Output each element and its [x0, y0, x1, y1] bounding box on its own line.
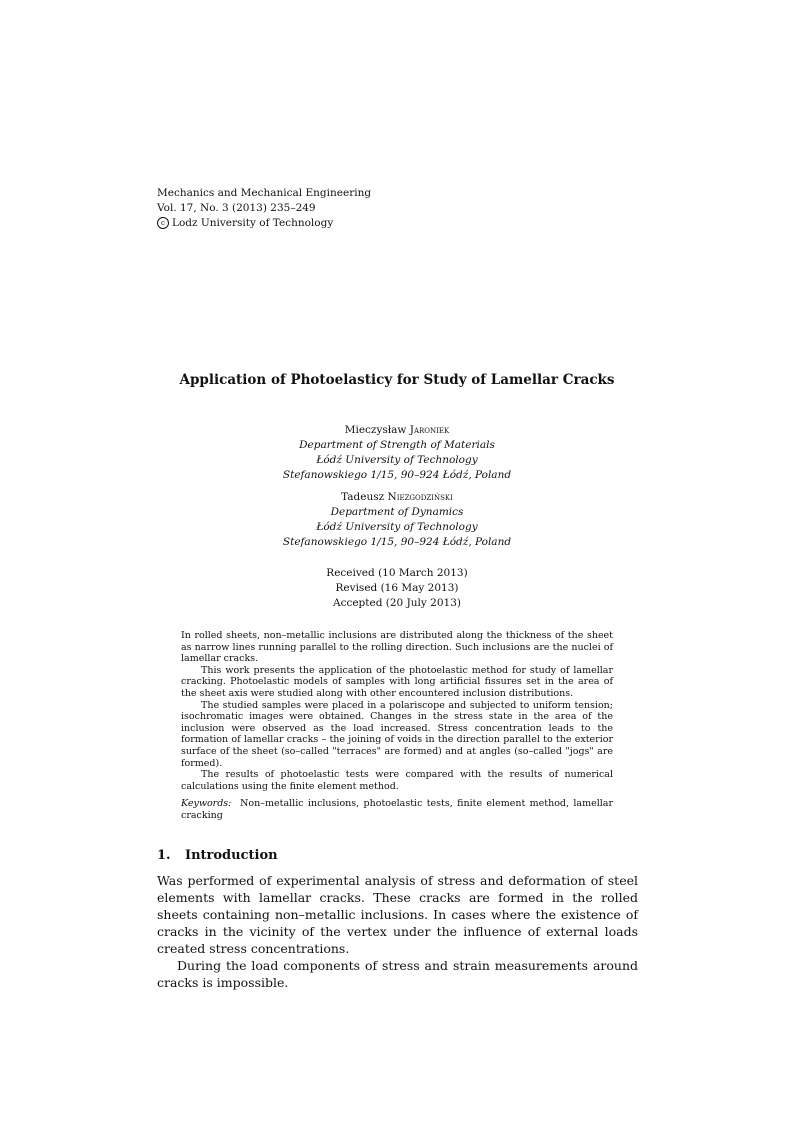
copyright-icon: c: [157, 217, 169, 229]
abstract: [181, 630, 613, 822]
paper-title: Application of Photoelasticy for Study of Lamellar Cracks: [179, 372, 615, 388]
author-university: Łódź University of Technology: [316, 521, 478, 533]
author-address: Stefanowskiego 1/15, 90–924 Łódź, Poland: [282, 469, 512, 481]
date-received: Received (10 March 2013): [326, 567, 468, 579]
abstract-paragraph: The results of photoelastic tests were compared with the results of numerical calculations using the finite element method.: [181, 769, 613, 792]
copyright-text: Lodz University of Technology: [172, 217, 334, 229]
author-address: Stefanowskiego 1/15, 90–924 Łódź, Poland: [282, 536, 512, 548]
author-name: [0, 490, 794, 505]
date-revised: Revised (16 May 2013): [335, 582, 459, 594]
author-university: Łódź University of Technology: [316, 454, 478, 466]
section-title: Introduction: [185, 848, 278, 863]
author-block-1: [0, 423, 794, 483]
abstract-paragraph: The studied samples were placed in a polariscope and subjected to uniform tension; isochromatic images were obtained. Changes in the stress state in the area of the inclusion were observed as the load increased. Stress concentration leads to the formation of lamellar cracks – the joining of voids in the direction parallel to the exterior surface of the sheet (so–called "terraces" are formed) and at angles (so–called "jogs" are formed).: [181, 699, 613, 769]
abstract-paragraph: In rolled sheets, non–metallic inclusions are distributed along the thickness of the sheet as narrow lines running parallel to the rolling direction. Such inclusions are the nuclei of lamellar cracks.: [181, 630, 613, 665]
section-number: 1.: [157, 848, 171, 863]
abstract-paragraph: This work presents the application of the photoelastic method for study of lamellar cracking. Photoelastic models of samples with long artificial fissures set in the area of the sheet axis were studied along with other encountered inclusion distributions.: [181, 664, 613, 699]
journal-name: Mechanics and Mechanical Engineering: [157, 187, 372, 199]
author-first-name: Mieczysław: [344, 424, 407, 436]
author-department: Department of Dynamics: [330, 506, 464, 518]
submission-dates: [0, 566, 794, 611]
section-heading: [157, 848, 278, 863]
journal-volume: Vol. 17, No. 3 (2013) 235–249: [157, 202, 316, 214]
author-last-name: Niezgodziński: [387, 491, 453, 503]
keywords: [181, 798, 613, 821]
author-first-name: Tadeusz: [341, 491, 385, 503]
author-block-2: [0, 490, 794, 550]
body-paragraph: During the load components of stress and strain measurements around cracks is impossible.: [157, 958, 638, 990]
author-last-name: Jaroniek: [409, 424, 450, 436]
section-body: [157, 872, 638, 991]
body-paragraph: Was performed of experimental analysis of stress and deformation of steel elements with lamellar cracks. These cracks are formed in the rolled sheets containing non–metallic inclusions. In cases where the existence of cracks in the vicinity of the vertex under the influence of external loads created stress concentrations.: [157, 873, 638, 956]
keywords-text: Non–metallic inclusions, photoelastic tests, finite element method, lamellar cracking: [181, 798, 613, 821]
copyright-line: [157, 216, 371, 231]
journal-header: [157, 186, 371, 231]
author-department: Department of Strength of Materials: [299, 439, 495, 451]
keywords-label: Keywords:: [181, 798, 232, 810]
author-name: [0, 423, 794, 438]
date-accepted: Accepted (20 July 2013): [333, 597, 461, 609]
